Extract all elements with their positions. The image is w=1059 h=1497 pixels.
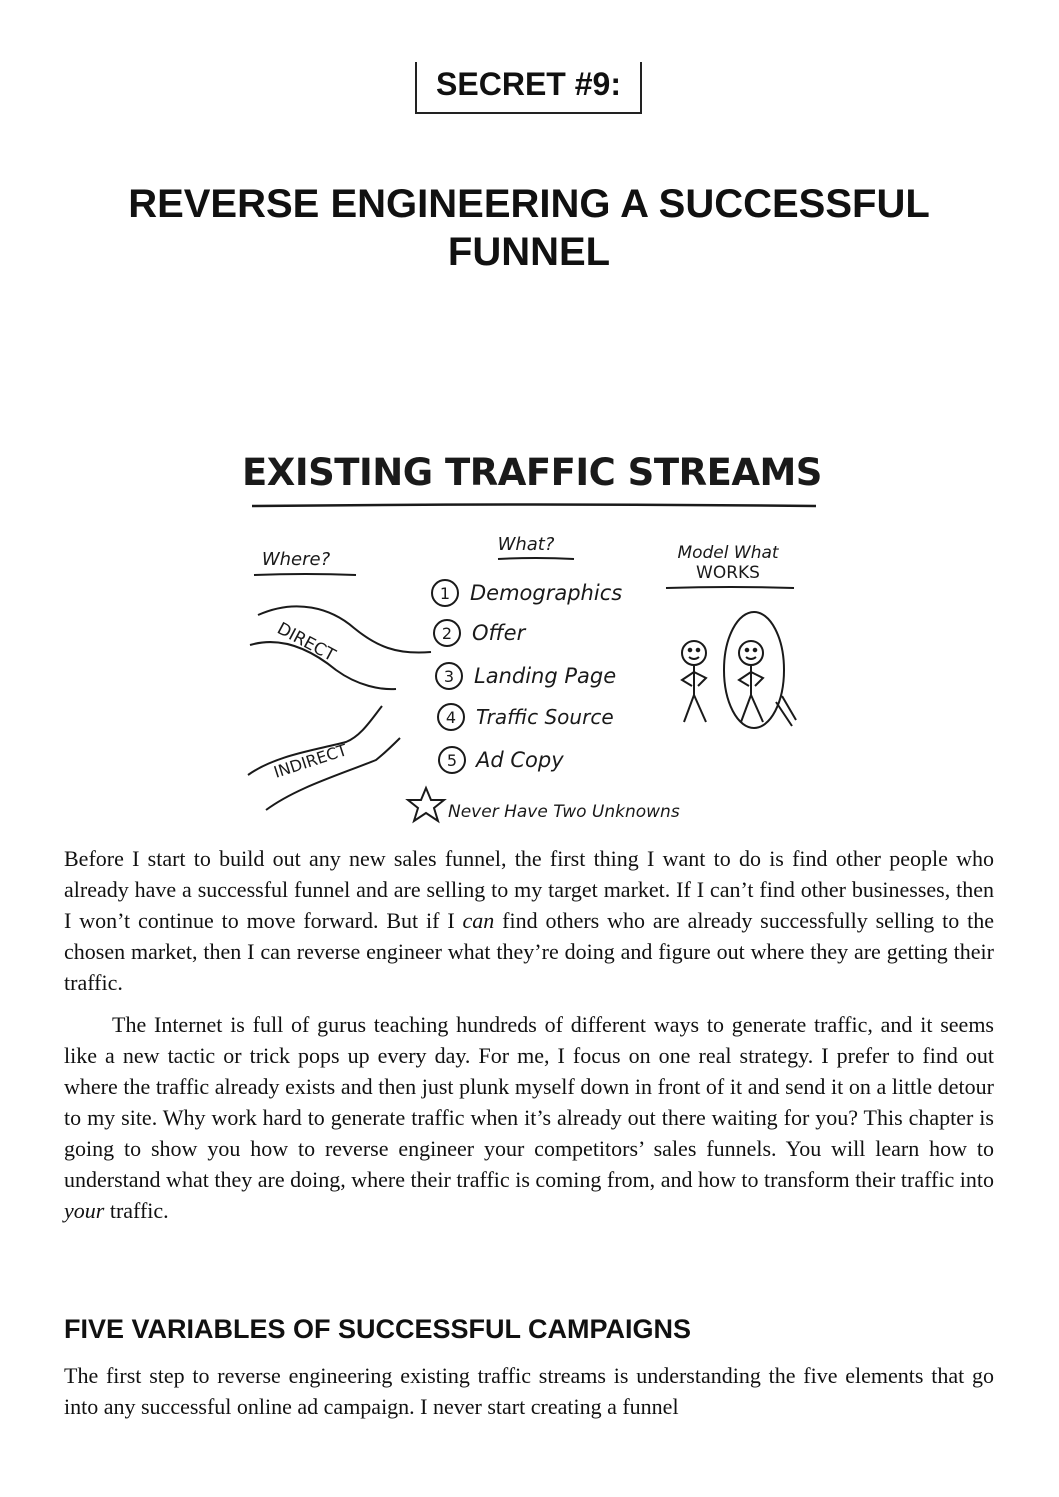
- direct-label: DIRECT: [273, 618, 339, 666]
- what-list: [432, 580, 622, 773]
- list-item-number: 4: [445, 708, 457, 727]
- direct-ribbon: [250, 606, 431, 689]
- section-heading: FIVE VARIABLES OF SUCCESSFUL CAMPAIGNS: [64, 1314, 692, 1344]
- paragraph-2-emphasis: your: [64, 1198, 105, 1223]
- list-item-label: Offer: [472, 621, 526, 645]
- indirect-ribbon: [248, 706, 400, 810]
- list-item-number: 2: [441, 624, 453, 643]
- list-item-number: 3: [443, 667, 455, 686]
- list-item: [434, 620, 527, 646]
- paragraph-2: [64, 1009, 994, 1226]
- paragraph-2-text-b: traffic.: [104, 1198, 169, 1223]
- list-item-label: Traffic Source: [476, 705, 614, 729]
- model-heading-line1: Model What: [677, 543, 779, 563]
- indirect-label: INDIRECT: [271, 740, 350, 782]
- paragraph-3: The first step to reverse engineering existing traffic streams is understanding the five elements that go into any successful online ad campaign. I never start creating a funnel: [64, 1363, 994, 1419]
- paragraph-1-emphasis: can: [462, 908, 495, 933]
- list-item: [436, 663, 616, 689]
- stick-figure-in-oval-icon: [724, 612, 796, 728]
- chapter-title: REVERSE ENGINEERING A SUCCESSFUL FUNNEL: [128, 182, 930, 274]
- star-icon: [408, 788, 444, 821]
- paragraph-1-text-a: Before I start to build out any new sales funnel, the first thing I want to do is find other people who already have a successful funnel and are selling to my target market. If I can’t find other businesses, then I won’t continue to move forward. But if I: [64, 846, 994, 933]
- model-heading-line2: WORKS: [696, 563, 760, 583]
- figure-title: EXISTING TRAFFIC STREAMS: [242, 451, 822, 494]
- paragraph-2-text-a: The Internet is full of gurus teaching hundreds of different ways to generate traffic, and it seems like a new tactic or trick pops up every day. For me, I focus on one real strategy. I prefer to find out where the traffic already exists and then just plunk myself down in front of it and send it on a little detour to my site. Why work hard to generate traffic when it’s already out there waiting for you? This chapter is going to show you how to reverse engineer your competitors’ sales funnels. You will learn how to understand what they are doing, where their traffic is coming from, and how to transform their traffic into: [64, 1012, 994, 1192]
- traffic-streams-illustration: [236, 440, 826, 832]
- list-item-number: 5: [446, 751, 458, 770]
- list-item-number: 1: [439, 584, 451, 603]
- list-item-label: Ad Copy: [476, 748, 564, 772]
- stick-figure-icon: [682, 641, 706, 722]
- list-item-label: Landing Page: [474, 664, 617, 688]
- list-item-label: Demographics: [470, 581, 623, 605]
- paragraph-1-text-b: find others who are already successfully selling to the chosen market, then I can reverse engineer what they’re doing and figure out where they are getting their traffic.: [64, 908, 994, 995]
- list-item: [438, 704, 614, 730]
- where-heading: Where?: [261, 549, 331, 570]
- secret-label: SECRET #9:: [415, 62, 642, 114]
- footer-note: Never Have Two Unknowns: [448, 802, 680, 822]
- paragraph-1: [64, 843, 994, 998]
- list-item: [439, 747, 564, 773]
- what-heading: What?: [497, 534, 555, 555]
- list-item: [432, 580, 622, 606]
